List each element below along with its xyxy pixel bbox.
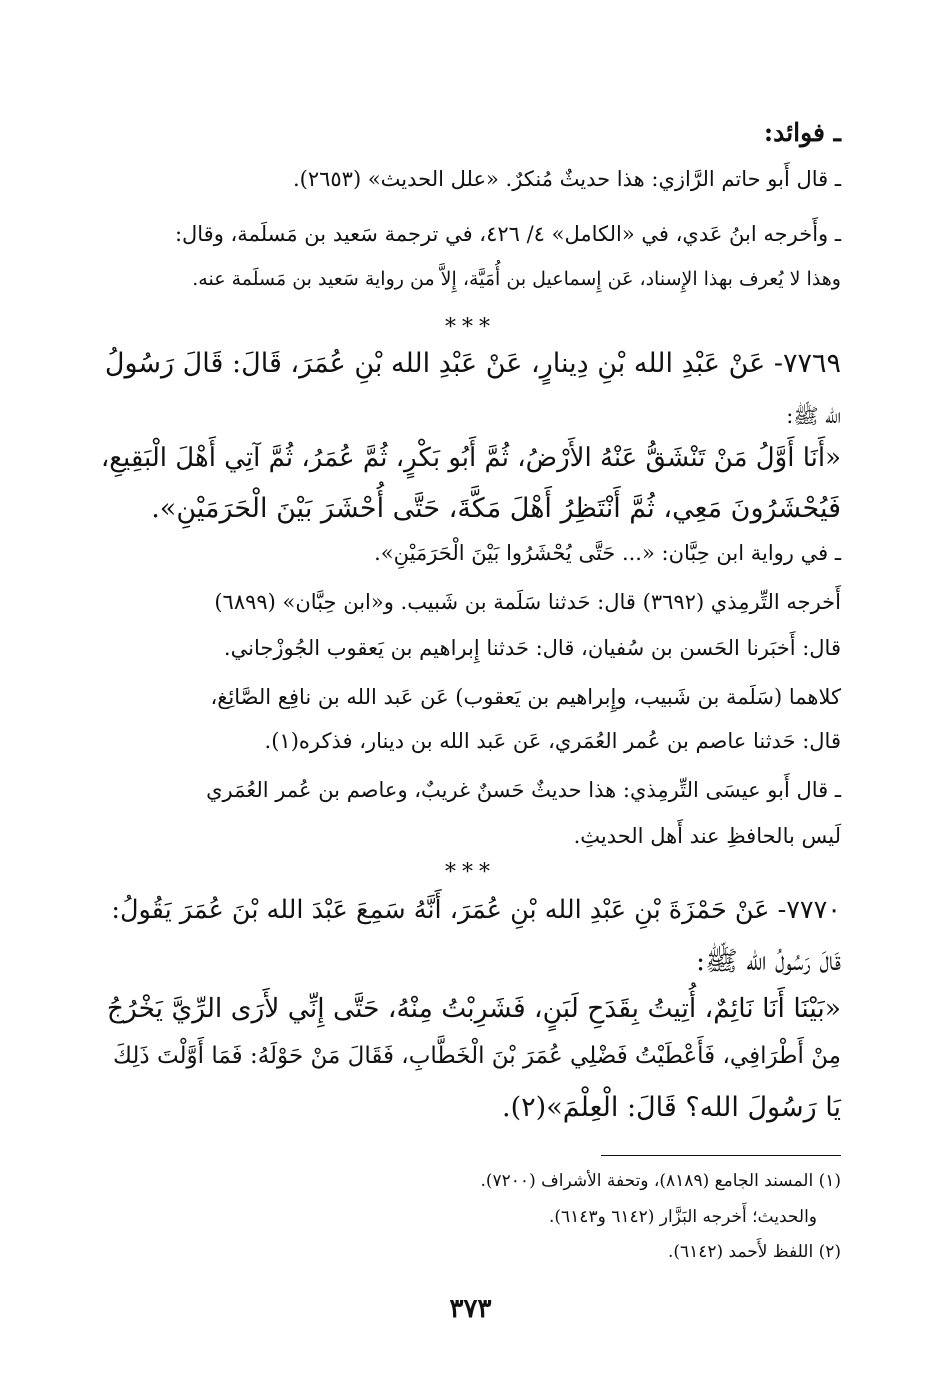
section-separator: ***: [445, 860, 496, 885]
takhrij-line: قال: حَدثنا عاصم بن عُمر العُمَري، عَن عَبد الله بن دينار، فذكره(١).: [264, 729, 841, 753]
footnote-continuation: والحديث؛ أَخرجه البَزَّار (٦١٤٢ و٦١٤٣).: [549, 1207, 817, 1227]
benefit-line: وهذا لا يُعرف بهذا الإِسناد، عَن إِسماعيل بن أُمَيَّة، إِلاَّ من رواية سَعيد بن مَسلَمة عنه.: [192, 268, 841, 290]
hadith-text-line: «أَنَا أَوَّلُ مَنْ تَنْشَقُّ عَنْهُ الأَرْضُ، ثُمَّ أَبُو بَكْرٍ، ثُمَّ عُمَرُ، ثُمَّ آتِي أَهْلَ الْبَقِيعِ،: [100, 443, 841, 473]
hadith-text-line: ٧٧٦٩- عَنْ عَبْدِ الله بْنِ دِينارٍ، عَنْ عَبْدِ الله بْنِ عُمَرَ، قَالَ: قَالَ رَسُولُ: [104, 348, 841, 379]
ruling-line: ـ قال أَبو عيسَى التِّرمِذي: هذا حديثٌ حَسنٌ غريبٌ، وعاصم بن عُمر العُمَري: [206, 778, 841, 802]
hadith-text-line: يَا رَسُولَ الله؟ قَالَ: الْعِلْمَ»(٢).: [502, 1092, 841, 1123]
section-heading: ـ فوائد:: [763, 118, 841, 147]
takhrij-line: كلاهما (سَلَمة بن شَبيب، وإِبراهيم بن يَعقوب) عَن عَبد الله بن نافِع الصَّائِغ،: [210, 685, 841, 709]
section-separator: ***: [445, 315, 496, 340]
benefit-line: ـ وأَخرجه ابنُ عَدي، في «الكامل» ٤/ ٤٢٦، في ترجمة سَعيد بن مَسلَمة، وقال:: [174, 222, 841, 246]
hadith-text-line: «بَيْنَا أَنَا نَائِمٌ، أُتِيتُ بِقَدَحِ لَبَنٍ، فَشَرِبْتُ مِنْهُ، حَتَّى إِنِّي لأَرَى الرِّيَّ يَخْرُجُ: [106, 993, 841, 1024]
footnote: (١) المسند الجامع (٨١٨٩)، وتحفة الأشراف (٧٢٠٠).: [480, 1171, 841, 1191]
ruling-line: لَيس بالحافظِ عند أَهل الحديثِ.: [573, 824, 841, 848]
hadith-text-line: ٧٧٧٠- عَنْ حَمْزَةَ بْنِ عَبْدِ الله بْنِ عُمَرَ، أَنَّهُ سَمِعَ عَبْدَ الله بْنَ عُمَرَ يَقُولُ:: [111, 895, 841, 925]
footnote-rule: [601, 1155, 841, 1156]
benefit-line: ـ قال أَبو حاتم الرَّازي: هذا حديثٌ مُنكرٌ. «علل الحديث» (٢٦٥٣).: [292, 167, 841, 191]
page-number: ٣٧٣: [449, 1294, 492, 1324]
footnote: (٢) اللفظ لأَحمد (٦١٤٢).: [667, 1242, 841, 1262]
hadith-text-line: مِنْ أَطْرَافِي، فَأَعْطَيْتُ فَضْلِي عُمَرَ بْنَ الْخَطَّابِ، فَقَالَ مَنْ حَوْلَهُ: فَمَا أَوَّلْتَ ذَلِكَ: [113, 1043, 841, 1069]
hadith-text-line: قَالَ رَسُولُ الله ﷺ:: [695, 946, 841, 977]
takhrij-line: أَخرجه التِّرمِذي (٣٦٩٢) قال: حَدثنا سَلَمة بن شَبيب. و«ابن حِبَّان» (٦٨٩٩): [214, 590, 841, 614]
hadith-text-line: فَيُحْشَرُونَ مَعِي، ثُمَّ أَنْتَظِرُ أَهْلَ مَكَّةَ، حَتَّى أُحْشَرَ بَيْنَ الْحَرَمَيْنِ».: [151, 493, 841, 524]
takhrij-line: قال: أَخبَرنا الحَسن بن سُفيان، قال: حَدثنا إِبراهيم بن يَعقوب الجُوزْجاني.: [223, 636, 841, 660]
hadith-text-line: الله ﷺ:: [786, 404, 841, 428]
hadith-variant-line: ـ في رواية ابن حِبَّان: «... حَتَّى يُحْشَرُوا بَيْنَ الْحَرَمَيْنِ».: [374, 541, 841, 565]
